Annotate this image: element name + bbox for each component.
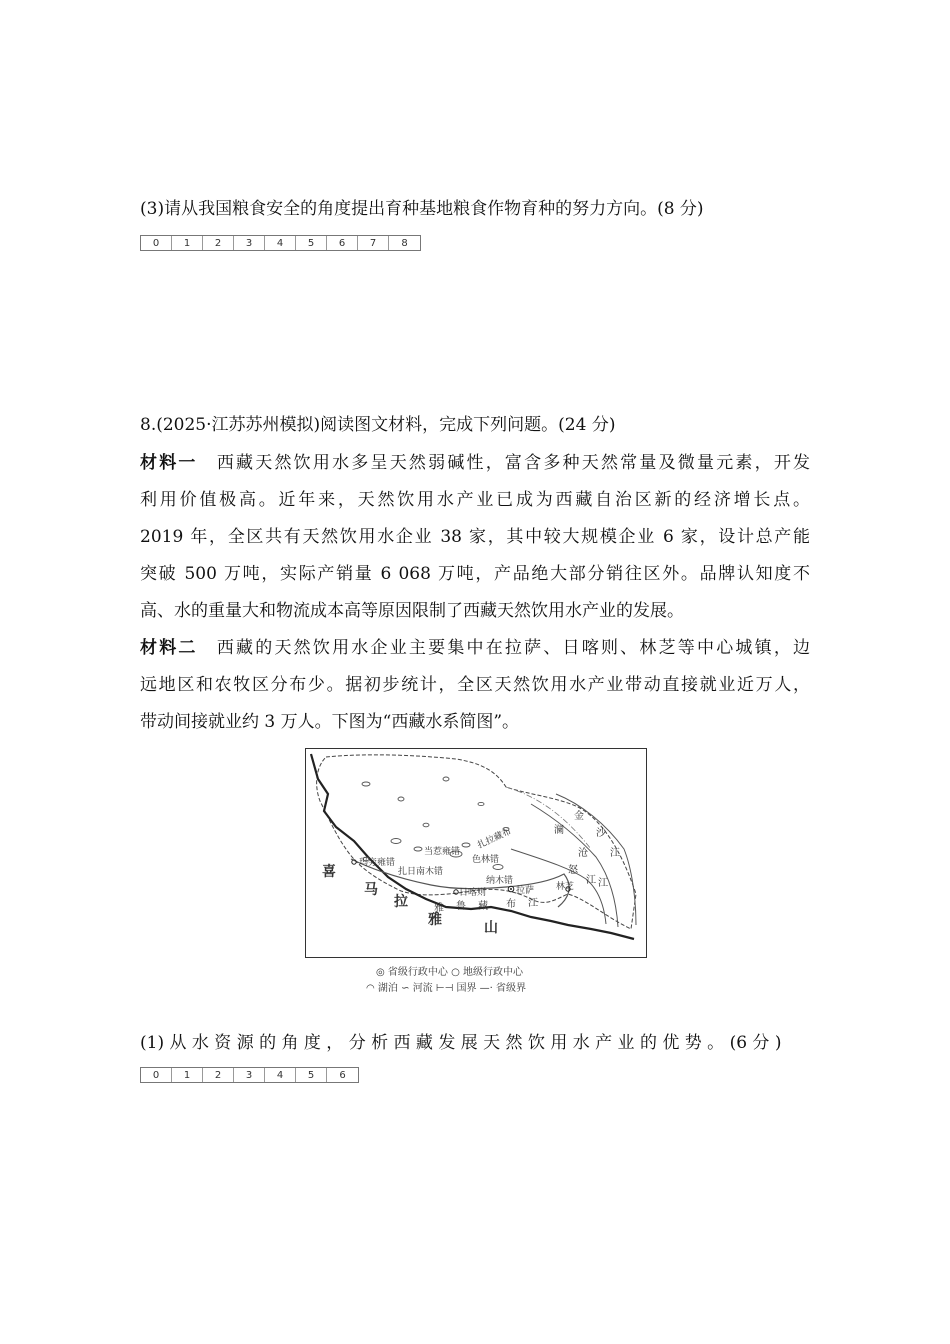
map-label-linzhi: 林芝	[556, 882, 575, 892]
material-1-label: 材料一	[140, 453, 198, 473]
score-cell[interactable]: 0	[141, 236, 172, 250]
map-label-jinsha-3: 江	[610, 848, 620, 859]
question-1-text: (1) 从 水 资 源 的 角 度 ， 分 析 西 藏 发 展 天 然 饮 用 水 产 业 的 优 势 。 (6 分 )	[140, 1033, 782, 1053]
map-label-himalaya-1: 喜	[322, 864, 336, 880]
score-cell[interactable]: 1	[172, 236, 203, 250]
legend-provincial-border: 省级界	[496, 983, 527, 994]
material-1-line-5: 高、水的重量大和物流成本高等原因限制了西藏天然饮用水产业的发展。	[140, 601, 684, 621]
material-2-line-3: 带动间接就业约 3 万人。下图为“西藏水系简图”。	[140, 712, 520, 732]
score-cell[interactable]: 8	[401, 238, 408, 249]
map-label-himalaya-3: 拉	[394, 894, 408, 910]
map-label-himalaya-5: 山	[484, 920, 498, 936]
tibet-river-map	[305, 748, 647, 958]
river-icon: ∽	[401, 983, 410, 994]
national-border-icon: ⊢⊣	[435, 983, 454, 994]
material-1-line-2: 利用价值极高。近年来，天然饮用水产业已成为西藏自治区新的经济增长点。	[140, 490, 810, 510]
material-2-line-2: 远地区和农牧区分布少。据初步统计，全区天然饮用水产业带动直接就业近万人，	[140, 675, 810, 695]
map-label-yarlung-1: 雅	[434, 903, 444, 914]
material-1-line-4: 突破 500 万吨，实际产销量 6 068 万吨，产品绝大部分销往区外。品牌认知度不	[140, 564, 810, 584]
score-cell[interactable]: 6	[339, 1070, 346, 1081]
jinsha-river	[556, 794, 636, 925]
map-label-selin: 色林错	[472, 855, 500, 865]
map-label-lancang-1: 澜	[554, 825, 564, 836]
map-legend-row-2	[366, 979, 526, 994]
question-8-header: 8.(2025·江苏苏州模拟)阅读图文材料，完成下列问题。(24 分)	[140, 415, 616, 435]
map-label-rikaze: 日喀则	[459, 888, 487, 898]
map-label-jinsha-1: 金	[574, 811, 584, 822]
provincial-border-icon: —·	[479, 983, 493, 994]
score-cell[interactable]: 3	[234, 1068, 265, 1082]
map-label-zhala: 扎拉藏布	[476, 826, 514, 852]
map-label-zhari: 扎日南木错	[398, 867, 444, 877]
score-cell[interactable]: 6	[327, 236, 358, 250]
question-3-text: (3)请从我国粮食安全的角度提出育种基地粮食作物育种的努力方向。(8 分)	[140, 199, 704, 219]
material-1-line-3: 2019 年，全区共有天然饮用水企业 38 家，其中较大规模企业 6 家，设计总产能	[140, 527, 810, 547]
legend-lake: 湖泊	[377, 983, 398, 994]
map-label-nu-2: 江	[586, 875, 596, 886]
legend-prefecture-center: 地级行政中心	[463, 967, 524, 978]
material-2-label: 材料二	[140, 638, 198, 658]
map-label-yarlung-2: 鲁	[456, 901, 466, 912]
map-label-jinsha-2: 沙	[596, 828, 606, 839]
map-label-mapang: 玛旁雍错	[359, 858, 396, 868]
map-label-lancang-2: 沧	[578, 848, 588, 859]
score-cell[interactable]: 3	[234, 236, 265, 250]
material-2-line-1	[140, 637, 810, 659]
map-label-himalaya-4: 雅	[428, 912, 442, 928]
map-label-yarlung-5: 江	[528, 898, 538, 909]
map-legend-row-1	[376, 963, 523, 978]
legend-provincial-center: 省级行政中心	[387, 967, 448, 978]
score-cell[interactable]: 4	[265, 236, 296, 250]
map-label-yarlung-3: 藏	[478, 901, 488, 912]
provincial-center-icon: ◎	[376, 967, 385, 978]
legend-river: 河流	[412, 983, 433, 994]
score-cell[interactable]: 1	[172, 1068, 203, 1082]
prefecture-center-icon: ○	[451, 967, 460, 978]
lake-icon: ◠	[366, 983, 375, 994]
legend-national-border: 国界	[456, 983, 477, 994]
score-cell[interactable]: 4	[265, 1068, 296, 1082]
material-1-text: 西藏天然饮用水多呈天然弱碱性，富含多种天然常量及微量元素，开发	[216, 453, 811, 473]
score-cell[interactable]: 5	[296, 1068, 327, 1082]
map-label-nam: 纳木错	[486, 876, 514, 886]
score-cell[interactable]: 0	[141, 1068, 172, 1082]
map-label-lasa: 拉萨	[516, 886, 535, 896]
material-1-line-1	[140, 452, 810, 474]
score-cell[interactable]: 5	[296, 236, 327, 250]
map-label-yarlung-4: 布	[506, 899, 516, 910]
map-label-himalaya-2: 马	[364, 882, 378, 898]
score-cell[interactable]: 2	[203, 236, 234, 250]
map-label-lancang-3: 江	[598, 878, 608, 889]
score-cell[interactable]: 2	[203, 1068, 234, 1082]
score-box-q3[interactable]	[140, 235, 421, 251]
score-box-q1[interactable]	[140, 1067, 359, 1083]
map-label-nu-1: 怒	[568, 865, 578, 876]
material-2-text: 西藏的天然饮用水企业主要集中在拉萨、日喀则、林芝等中心城镇，边	[216, 638, 811, 658]
score-cell[interactable]: 7	[358, 236, 389, 250]
map-label-dangre: 当惹雍错	[424, 847, 461, 857]
